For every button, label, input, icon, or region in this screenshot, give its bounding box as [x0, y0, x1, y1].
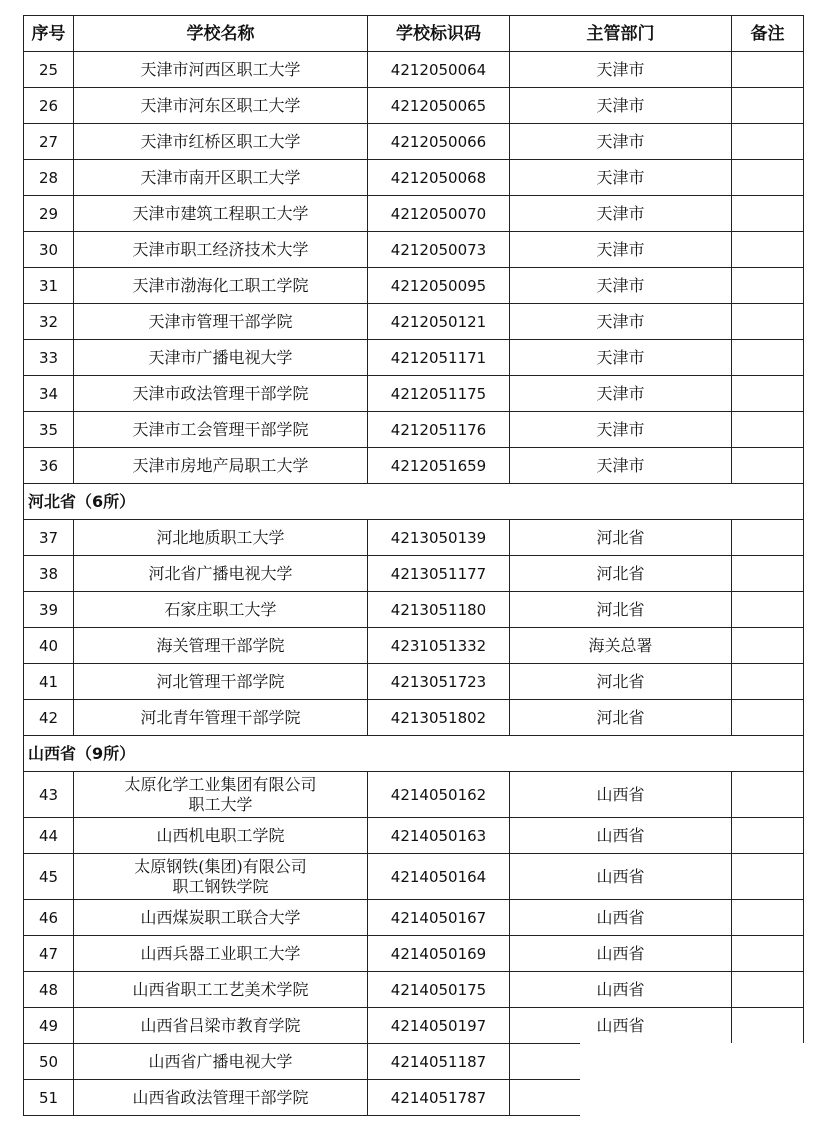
table-row: [24, 520, 804, 556]
school-name-cell: [74, 268, 368, 304]
dept-cell: 河北省: [510, 520, 732, 556]
school-name-cell: [74, 900, 368, 936]
school-name-cell: [74, 1044, 368, 1080]
school-name-line: 职工钢铁学院: [172, 876, 269, 896]
table-row: [24, 232, 804, 268]
note-cell: [732, 268, 804, 304]
school-name-line: 天津市河东区职工大学: [140, 95, 301, 115]
note-cell: [732, 592, 804, 628]
table-row: [24, 52, 804, 88]
table-row: [24, 592, 804, 628]
table-row: [24, 412, 804, 448]
school-name-cell: [74, 1008, 368, 1044]
table-row: [24, 88, 804, 124]
school-name-cell: [74, 592, 368, 628]
school-name-line: 山西省吕梁市教育学院: [140, 1015, 301, 1035]
seq-cell: 25: [24, 52, 74, 88]
dept-cell: 河北省: [510, 700, 732, 736]
school-name-cell: [74, 972, 368, 1008]
table-row: [24, 1008, 804, 1044]
school-name-cell: [74, 340, 368, 376]
seq-cell: 34: [24, 376, 74, 412]
school-name-line: 河北地质职工大学: [156, 527, 285, 547]
table-row: [24, 936, 804, 972]
seq-cell: 50: [24, 1044, 74, 1080]
school-name-cell: [74, 818, 368, 854]
dept-cell: 河北省: [510, 592, 732, 628]
school-name-cell: [74, 52, 368, 88]
school-name-line: 天津市建筑工程职工大学: [132, 203, 309, 223]
note-cell: [732, 232, 804, 268]
school-name-line: 山西省广播电视大学: [148, 1051, 293, 1071]
header-note: 备注: [732, 16, 804, 52]
section-label: 山西省（9所）: [24, 736, 804, 772]
school-name-cell: [74, 628, 368, 664]
school-code-cell: 4214050197: [368, 1008, 510, 1044]
school-name-line: 河北青年管理干部学院: [140, 707, 301, 727]
section-row: [24, 484, 804, 520]
dept-cell: 海关总署: [510, 628, 732, 664]
header-seq: 序号: [24, 16, 74, 52]
note-cell: [732, 772, 804, 818]
note-cell: [732, 900, 804, 936]
table-row: [24, 196, 804, 232]
school-name-cell: [74, 124, 368, 160]
seq-cell: 35: [24, 412, 74, 448]
seq-cell: 32: [24, 304, 74, 340]
table-row: [24, 304, 804, 340]
school-name-cell: [74, 304, 368, 340]
school-code-cell: 4213051802: [368, 700, 510, 736]
section-row: [24, 736, 804, 772]
school-code-cell: 4212051176: [368, 412, 510, 448]
school-name-cell: [74, 1080, 368, 1116]
dept-cell: 天津市: [510, 448, 732, 484]
table-row: [24, 854, 804, 900]
table-row: [24, 818, 804, 854]
school-name-line: 天津市房地产局职工大学: [132, 455, 309, 475]
school-name-line: 天津市职工经济技术大学: [132, 239, 309, 259]
school-code-cell: 4231051332: [368, 628, 510, 664]
table-row: [24, 340, 804, 376]
header-dept: 主管部门: [510, 16, 732, 52]
table-row: [24, 772, 804, 818]
note-cell: [732, 556, 804, 592]
seq-cell: 33: [24, 340, 74, 376]
school-code-cell: 4214051787: [368, 1080, 510, 1116]
schools-table: [23, 15, 804, 1116]
seq-cell: 51: [24, 1080, 74, 1116]
note-cell: [732, 340, 804, 376]
seq-cell: 40: [24, 628, 74, 664]
school-name-line: 太原钢铁(集团)有限公司: [134, 856, 307, 876]
school-name-cell: [74, 854, 368, 900]
school-name-line: 天津市渤海化工职工学院: [132, 275, 309, 295]
school-code-cell: 4212051659: [368, 448, 510, 484]
school-code-cell: 4212051171: [368, 340, 510, 376]
table-row: [24, 556, 804, 592]
school-name-cell: [74, 772, 368, 818]
school-code-cell: 4214050164: [368, 854, 510, 900]
seq-cell: 49: [24, 1008, 74, 1044]
note-cell: [732, 628, 804, 664]
seq-cell: 30: [24, 232, 74, 268]
note-cell: [732, 196, 804, 232]
school-name-cell: [74, 556, 368, 592]
dept-cell: 天津市: [510, 52, 732, 88]
table-row: [24, 376, 804, 412]
note-cell: [732, 972, 804, 1008]
note-cell: [732, 52, 804, 88]
school-name-line: 天津市政法管理干部学院: [132, 383, 309, 403]
note-cell: [732, 304, 804, 340]
school-name-line: 天津市管理干部学院: [148, 311, 293, 331]
dept-cell: 河北省: [510, 556, 732, 592]
school-code-cell: 4214050167: [368, 900, 510, 936]
table-row: [24, 160, 804, 196]
seq-cell: 41: [24, 664, 74, 700]
school-name-line: 职工大学: [188, 794, 253, 814]
note-cell: [732, 854, 804, 900]
seq-cell: 27: [24, 124, 74, 160]
seq-cell: 45: [24, 854, 74, 900]
school-name-cell: [74, 936, 368, 972]
school-code-cell: 4212050095: [368, 268, 510, 304]
note-cell: [732, 936, 804, 972]
note-cell: [732, 160, 804, 196]
dept-cell: 山西省: [510, 936, 732, 972]
school-name-cell: [74, 160, 368, 196]
header-code: 学校标识码: [368, 16, 510, 52]
table-row: [24, 448, 804, 484]
school-code-cell: 4213050139: [368, 520, 510, 556]
seq-cell: 37: [24, 520, 74, 556]
note-cell: [732, 664, 804, 700]
dept-cell: 天津市: [510, 268, 732, 304]
table-body: [24, 52, 804, 1116]
table-row: [24, 124, 804, 160]
school-name-cell: [74, 700, 368, 736]
school-name-line: 山西煤炭职工联合大学: [140, 907, 301, 927]
school-code-cell: 4212050064: [368, 52, 510, 88]
school-name-line: 天津市工会管理干部学院: [132, 419, 309, 439]
school-code-cell: 4212050073: [368, 232, 510, 268]
note-cell: [732, 448, 804, 484]
school-code-cell: 4212051175: [368, 376, 510, 412]
dept-cell: 山西省: [510, 772, 732, 818]
school-code-cell: 4213051723: [368, 664, 510, 700]
school-code-cell: 4214050175: [368, 972, 510, 1008]
note-cell: [732, 376, 804, 412]
note-cell: [732, 700, 804, 736]
dept-cell: 天津市: [510, 160, 732, 196]
dept-cell: 山西省: [510, 972, 732, 1008]
note-cell: [732, 520, 804, 556]
table-row: [24, 700, 804, 736]
seq-cell: 38: [24, 556, 74, 592]
page-cutoff: [580, 1043, 815, 1139]
school-name-cell: [74, 412, 368, 448]
school-name-cell: [74, 88, 368, 124]
school-name-line: 天津市南开区职工大学: [140, 167, 301, 187]
school-code-cell: 4212050066: [368, 124, 510, 160]
section-label: 河北省（6所）: [24, 484, 804, 520]
school-code-cell: 4212050070: [368, 196, 510, 232]
school-code-cell: 4212050121: [368, 304, 510, 340]
dept-cell: 天津市: [510, 196, 732, 232]
dept-cell: 天津市: [510, 88, 732, 124]
table-row: [24, 900, 804, 936]
note-cell: [732, 818, 804, 854]
seq-cell: 36: [24, 448, 74, 484]
note-cell: [732, 1008, 804, 1044]
school-name-cell: [74, 196, 368, 232]
dept-cell: 天津市: [510, 304, 732, 340]
note-cell: [732, 412, 804, 448]
school-name-line: 天津市广播电视大学: [148, 347, 293, 367]
school-name-line: 山西兵器工业职工大学: [140, 943, 301, 963]
seq-cell: 46: [24, 900, 74, 936]
school-code-cell: 4214050162: [368, 772, 510, 818]
school-name-line: 太原化学工业集团有限公司: [124, 774, 317, 794]
table-row: [24, 972, 804, 1008]
school-name-cell: [74, 448, 368, 484]
seq-cell: 44: [24, 818, 74, 854]
seq-cell: 47: [24, 936, 74, 972]
school-name-line: 山西省职工工艺美术学院: [132, 979, 309, 999]
school-name-cell: [74, 664, 368, 700]
school-name-line: 河北管理干部学院: [156, 671, 285, 691]
seq-cell: 39: [24, 592, 74, 628]
school-name-cell: [74, 232, 368, 268]
school-code-cell: 4214050163: [368, 818, 510, 854]
table-row: [24, 268, 804, 304]
dept-cell: 山西省: [510, 1008, 732, 1044]
school-name-cell: [74, 520, 368, 556]
school-name-line: 山西机电职工学院: [156, 825, 285, 845]
table-row: [24, 628, 804, 664]
header-row: [24, 16, 804, 52]
school-code-cell: 4214050169: [368, 936, 510, 972]
note-cell: [732, 88, 804, 124]
school-code-cell: 4213051177: [368, 556, 510, 592]
dept-cell: 河北省: [510, 664, 732, 700]
school-name-line: 石家庄职工大学: [164, 599, 277, 619]
seq-cell: 42: [24, 700, 74, 736]
school-code-cell: 4213051180: [368, 592, 510, 628]
school-name-cell: [74, 376, 368, 412]
seq-cell: 31: [24, 268, 74, 304]
seq-cell: 26: [24, 88, 74, 124]
seq-cell: 29: [24, 196, 74, 232]
school-name-line: 海关管理干部学院: [156, 635, 285, 655]
dept-cell: 天津市: [510, 412, 732, 448]
dept-cell: 天津市: [510, 124, 732, 160]
school-name-line: 山西省政法管理干部学院: [132, 1087, 309, 1107]
dept-cell: 天津市: [510, 376, 732, 412]
dept-cell: 山西省: [510, 818, 732, 854]
school-name-line: 天津市河西区职工大学: [140, 59, 301, 79]
dept-cell: 山西省: [510, 854, 732, 900]
dept-cell: 山西省: [510, 900, 732, 936]
school-code-cell: 4214051187: [368, 1044, 510, 1080]
table-row: [24, 664, 804, 700]
school-code-cell: 4212050065: [368, 88, 510, 124]
dept-cell: 天津市: [510, 232, 732, 268]
school-name-line: 河北省广播电视大学: [148, 563, 293, 583]
header-name: 学校名称: [74, 16, 368, 52]
school-name-line: 天津市红桥区职工大学: [140, 131, 301, 151]
seq-cell: 48: [24, 972, 74, 1008]
note-cell: [732, 124, 804, 160]
dept-cell: 天津市: [510, 340, 732, 376]
seq-cell: 28: [24, 160, 74, 196]
seq-cell: 43: [24, 772, 74, 818]
school-code-cell: 4212050068: [368, 160, 510, 196]
